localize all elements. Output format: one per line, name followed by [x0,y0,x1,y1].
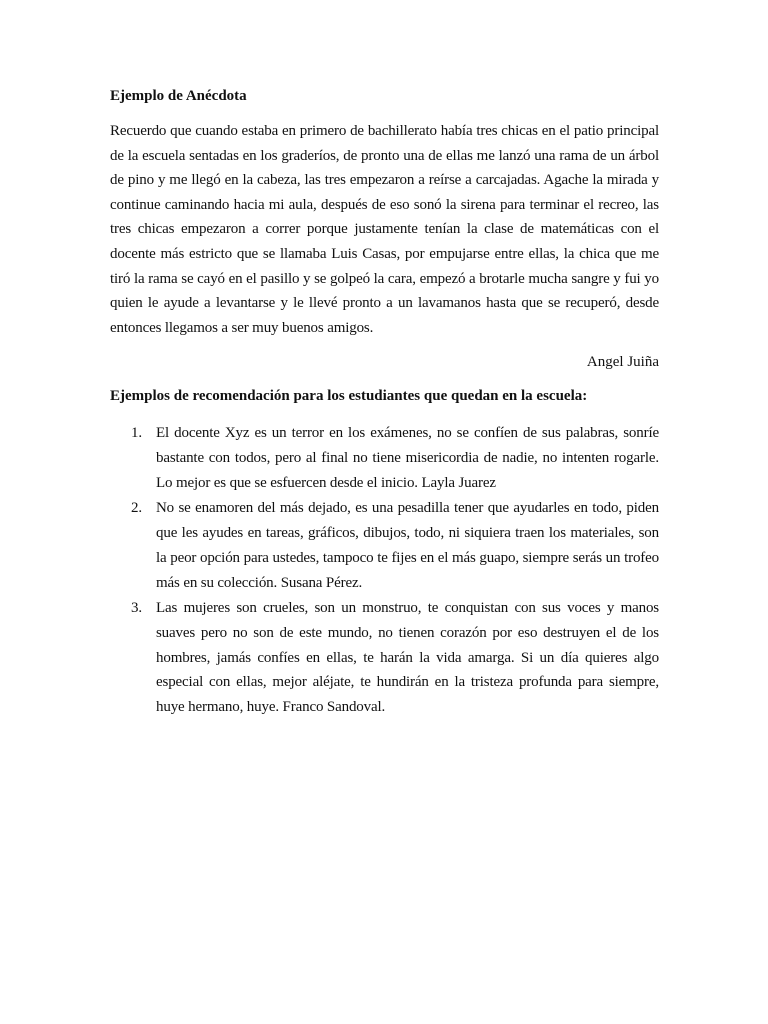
recommendation-text: Las mujeres son crueles, son un monstruo, te conquistan con sus voces y manos suaves pero no son de este mundo, no tienen corazón por eso destruyen el de los hombres, jamás confíes en ellas, te harán la vida amarga. Si un día quieres algo especial con ellas, mejor aléjate, te hundirán en la tristeza profunda para siempre, huye hermano, huye. Franco Sandoval. [156,599,659,716]
recommendation-item [110,596,659,721]
anecdote-title: Ejemplo de Anécdota [110,88,247,104]
anecdote-body: Recuerdo que cuando estaba en primero de bachillerato había tres chicas en el patio principal de la escuela sentadas en los graderíos, de pronto una de ellas me lanzó una rama de un árbol de pino y me llegó en la cabeza, las tres empezaron a reírse a carcajadas. Agache la mirada y continue caminando hacia mi aula, después de eso sonó la sirena para terminar el recreo, las tres chicas empezaron a correr porque justamente tenían la clase de matemáticas con el docente más estricto que se llamaba Luis Casas, por empujarse entre ellas, la chica que me tiró la rama se cayó en el pasillo y se golpeó la cara, empezó a brotarle mucha sangre y fui yo quien le ayude a levantarse y le llevé pronto a un lavamanos hasta que se recuperó, desde entonces llegamos a ser muy buenos amigos. [110,123,659,336]
recommendations-list [110,421,659,720]
anecdote-author: Angel Juiña [586,354,659,371]
document-content [110,84,659,720]
recommendation-text: El docente Xyz es un terror en los exámenes, no se confíen de sus palabras, sonríe bastante con todos, pero al final no tiene misericordia de nadie, no intenten rogarle. Lo mejor es que se esfuercen desde el inicio. Layla Juarez [156,425,659,492]
recommendation-item [110,421,659,496]
list-number: 2. [131,500,142,517]
recommendation-item [110,496,659,596]
recommendations-title: Ejemplos de recomendación para los estudiantes que quedan en la escuela: [110,388,588,405]
recommendation-text: No se enamoren del más dejado, es una pesadilla tener que ayudarles en todo, piden que les ayudes en tareas, gráficos, dibujos, todo, ni siquiera traen los materiales, son la peor opción para ustedes, tampoco te fijes en el más guapo, siempre serás un trofeo más en su colección. Susana Pérez. [156,500,659,591]
list-number: 3. [131,599,142,616]
list-number: 1. [131,425,142,442]
